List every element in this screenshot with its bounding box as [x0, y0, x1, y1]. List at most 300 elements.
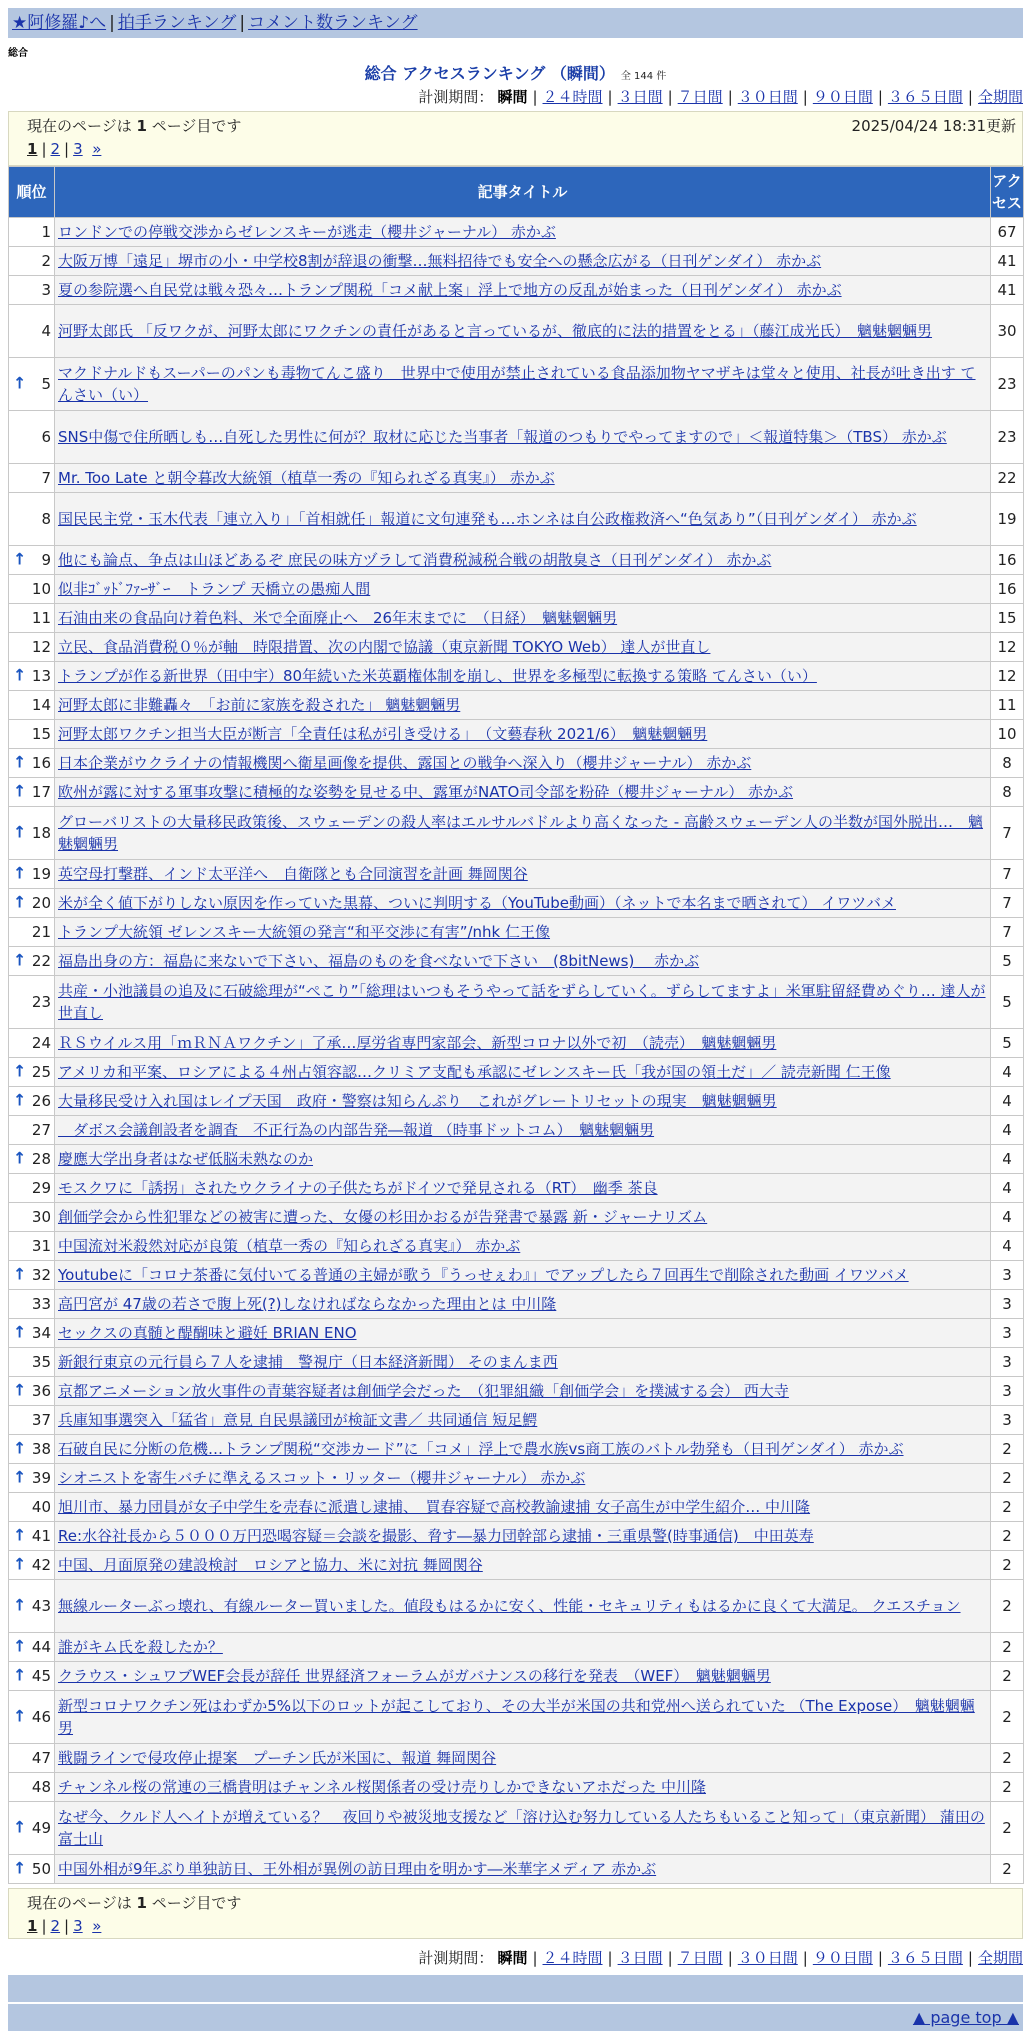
article-link[interactable]: クラウス・シュワブWEF会長が辞任 世界経済フォーラムがガバナンスの移行を発表 （WEF） 魑魅魍魎男: [58, 1667, 771, 1685]
rank-up-arrow-icon: ↑: [13, 1264, 27, 1284]
rank-up-arrow-icon: ↑: [13, 1090, 27, 1110]
access-count: 67: [991, 218, 1024, 247]
rank-number: 18: [31, 824, 51, 842]
rank-up-arrow-icon: ↑: [13, 373, 27, 393]
rank-up-arrow-icon: ↑: [13, 1438, 27, 1458]
rank-cell: [9, 1744, 55, 1773]
table-row: [9, 358, 1024, 411]
rank-number: 4: [41, 322, 51, 340]
page-title: [0, 61, 1031, 84]
title-cell: [55, 1580, 991, 1633]
article-link[interactable]: アメリカ和平案、ロシアによる４州占領容認…クリミア支配も承認にゼレンスキー氏「我が国の領土だ」／ 読売新聞 仁王像: [58, 1063, 891, 1081]
title-cell: [55, 1348, 991, 1377]
table-row: [9, 860, 1024, 889]
article-link[interactable]: 河野太郎氏 「反ワクが、河野太郎にワクチンの責任があると言っているが、徹底的に法的措置をとる」（藤江成光氏） 魑魅魍魎男: [58, 322, 933, 340]
table-row: [9, 889, 1024, 918]
table-row: [9, 720, 1024, 749]
table-row: [9, 1232, 1024, 1261]
page-info-top: [8, 111, 1023, 166]
rank-cell: [9, 1522, 55, 1551]
category-label: 総合: [8, 48, 28, 59]
title-cell: [55, 918, 991, 947]
table-row: [9, 1261, 1024, 1290]
table-row: [9, 575, 1024, 604]
rank-cell: [9, 1464, 55, 1493]
page-text-post: ページ目です: [151, 117, 242, 135]
table-row: [9, 918, 1024, 947]
period-link-3d[interactable]: ３日間: [617, 88, 663, 106]
page-top-bar: [8, 2004, 1023, 2031]
rank-number: 14: [31, 696, 51, 714]
access-count: 7: [991, 889, 1024, 918]
article-link[interactable]: 旭川市、暴力団員が女子中学生を売春に派遣し逮捕、 買春容疑で高校教諭逮捕 女子高生が中学生紹介… 中川隆: [58, 1498, 811, 1516]
access-count: 2: [991, 1522, 1024, 1551]
period-link-30d[interactable]: ３０日間: [737, 88, 798, 106]
access-count: 23: [991, 358, 1024, 411]
rank-number: 16: [31, 754, 51, 772]
page-link-2[interactable]: 2: [50, 140, 61, 158]
rank-number: 42: [31, 1556, 51, 1574]
title-cell: [55, 1377, 991, 1406]
access-count: 5: [991, 1029, 1024, 1058]
rank-up-arrow-icon: ↑: [13, 1148, 27, 1168]
access-count: 4: [991, 1087, 1024, 1116]
period-link-30d[interactable]: ３０日間: [737, 1949, 798, 1967]
table-row: [9, 1493, 1024, 1522]
page-link-2[interactable]: 2: [50, 1917, 61, 1935]
rank-up-arrow-icon: ↑: [13, 549, 27, 569]
rank-up-arrow-icon: ↑: [13, 1636, 27, 1656]
rank-cell: [9, 604, 55, 633]
title-cell: [55, 1087, 991, 1116]
rank-up-arrow-icon: ↑: [13, 822, 27, 842]
table-row: [9, 1691, 1024, 1744]
rank-cell: [9, 1633, 55, 1662]
rank-cell: [9, 1406, 55, 1435]
access-count: 4: [991, 1203, 1024, 1232]
table-row: [9, 807, 1024, 860]
period-label: 計測期間：: [418, 88, 494, 106]
rank-number: 37: [31, 1411, 51, 1429]
article-link[interactable]: 無線ルーターぶっ壊れ、有線ルーター買いました。値段もはるかに安く、性能・セキュリティもはるかに良くて大満足。 クエスチョン: [58, 1597, 961, 1615]
access-count: 2: [991, 1691, 1024, 1744]
access-count: 2: [991, 1773, 1024, 1802]
table-row: [9, 1802, 1024, 1855]
article-link[interactable]: 立民、食品消費税０％が軸 時限措置、次の内閣で協議（東京新聞 TOKYO Web） 達人が世直し: [58, 638, 711, 656]
rank-cell: [9, 493, 55, 546]
table-row: [9, 947, 1024, 976]
rank-up-arrow-icon: ↑: [13, 1322, 27, 1342]
header-rank: 順位: [9, 167, 55, 218]
next-page-link[interactable]: »: [92, 1917, 102, 1935]
title-cell: [55, 1691, 991, 1744]
header-access: アクセス: [991, 167, 1024, 218]
access-count: 2: [991, 1551, 1024, 1580]
title-cell: [55, 1493, 991, 1522]
table-row: [9, 1464, 1024, 1493]
title-cell: [55, 1633, 991, 1662]
table-row: [9, 247, 1024, 276]
rank-number: 22: [31, 952, 51, 970]
rank-number: 24: [31, 1034, 51, 1052]
table-row: [9, 1203, 1024, 1232]
access-count: 2: [991, 1464, 1024, 1493]
article-link[interactable]: 慶應大学出身者はなぜ低脳未熟なのか: [58, 1150, 314, 1168]
rank-cell: [9, 1261, 55, 1290]
title-cell: [55, 976, 991, 1029]
article-link[interactable]: 石油由来の食品向け着色料、米で全面廃止へ 26年末までに （日経） 魑魅魍魎男: [58, 609, 618, 627]
rank-cell: [9, 358, 55, 411]
title-cell: [55, 1058, 991, 1087]
table-row: [9, 1290, 1024, 1319]
period-link-365d[interactable]: ３６５日間: [887, 1949, 963, 1967]
access-count: 2: [991, 1855, 1024, 1884]
title-cell: [55, 889, 991, 918]
rank-cell: [9, 976, 55, 1029]
rank-number: 6: [41, 428, 51, 446]
article-link[interactable]: 夏の参院選へ自民党は戦々恐々…トランプ関税「コメ献上案」浮上で地方の反乱が始まった（日刊ゲンダイ） 赤かぶ: [58, 281, 842, 299]
page-1-current: 1: [27, 1917, 38, 1935]
rank-cell: [9, 691, 55, 720]
period-current: 瞬間: [497, 88, 528, 106]
period-link-7d[interactable]: ７日間: [677, 1949, 723, 1967]
title-cell: [55, 358, 991, 411]
article-link[interactable]: 河野太郎に非難轟々 「お前に家族を殺された」 魑魅魍魎男: [58, 696, 461, 714]
article-link[interactable]: 河野太郎ワクチン担当大臣が断言「全責任は私が引き受ける」 （文藝春秋 2021/6） 魑魅魍魎男: [58, 725, 708, 743]
period-link-24h[interactable]: ２４時間: [542, 1949, 603, 1967]
title-cell: [55, 720, 991, 749]
article-link[interactable]: 中国、月面原発の建設検討 ロシアと協力、米に対抗 舞岡関谷: [58, 1556, 483, 1574]
rank-cell: [9, 633, 55, 662]
table-row: [9, 1855, 1024, 1884]
table-row: [9, 493, 1024, 546]
rank-up-arrow-icon: ↑: [13, 752, 27, 772]
table-row: [9, 1744, 1024, 1773]
rank-up-arrow-icon: ↑: [13, 1380, 27, 1400]
rank-up-arrow-icon: ↑: [13, 781, 27, 801]
article-link[interactable]: 米が全く値下がりしない原因を作っていた黒幕、ついに判明する（YouTube動画）（ネットで本名まで晒されて） イワツバメ: [58, 894, 896, 912]
rank-number: 15: [31, 725, 51, 743]
period-current: 瞬間: [497, 1949, 528, 1967]
rank-up-arrow-icon: ↑: [13, 1858, 27, 1878]
table-row: [9, 218, 1024, 247]
article-link[interactable]: Re:水谷社長から５０００万円恐喝容疑＝会談を撮影、脅す―暴力団幹部ら逮捕・三重県警(時事通信) 中田英寿: [58, 1527, 814, 1545]
article-link[interactable]: グローバリストの大量移民政策後、スウェーデンの殺人率はエルサルバドルより高くなった - 高齢スウェーデン人の半数が国外脱出… 魑魅魍魎男: [58, 813, 984, 853]
rank-number: 33: [31, 1295, 51, 1313]
rank-number: 7: [41, 469, 51, 487]
rank-number: 31: [31, 1237, 51, 1255]
title-cell: [55, 1145, 991, 1174]
access-count: 2: [991, 1493, 1024, 1522]
rank-cell: [9, 411, 55, 464]
article-link[interactable]: Mr. Too Late と朝令暮改大統領（植草一秀の『知られざる真実』） 赤かぶ: [58, 469, 555, 487]
access-count: 2: [991, 1662, 1024, 1691]
access-count: 5: [991, 976, 1024, 1029]
title-cell: [55, 1744, 991, 1773]
ranking-rows: [9, 218, 1024, 1884]
period-label: 計測期間：: [418, 1949, 494, 1967]
rank-number: 19: [31, 865, 51, 883]
table-row: [9, 1116, 1024, 1145]
rank-cell: [9, 1580, 55, 1633]
access-count: 3: [991, 1319, 1024, 1348]
title-cell: [55, 247, 991, 276]
title-cell: [55, 860, 991, 889]
article-link[interactable]: 京都アニメーション放火事件の青葉容疑者は創価学会だった （犯罪組織「創価学会」を撲滅する会） 西大寺: [58, 1382, 789, 1400]
rank-cell: [9, 218, 55, 247]
article-link[interactable]: セックスの真髄と醍醐味と避妊 BRIAN ENO: [58, 1324, 357, 1342]
table-row: [9, 1377, 1024, 1406]
rank-number: 5: [41, 375, 51, 393]
title-cell: [55, 1116, 991, 1145]
rank-up-arrow-icon: ↑: [13, 863, 27, 883]
rank-cell: [9, 918, 55, 947]
rank-cell: [9, 778, 55, 807]
title-cell: [55, 1551, 991, 1580]
rank-number: 43: [31, 1597, 51, 1615]
table-row: [9, 1348, 1024, 1377]
rank-cell: [9, 1855, 55, 1884]
title-cell: [55, 1203, 991, 1232]
page-link-3[interactable]: 3: [73, 140, 83, 158]
rank-number: 46: [31, 1708, 51, 1726]
article-link[interactable]: 新銀行東京の元行員ら７人を逮捕 警視庁（日本経済新聞） そのまんま西: [58, 1353, 558, 1371]
table-row: [9, 546, 1024, 575]
title-cell: [55, 1174, 991, 1203]
rank-cell: [9, 1348, 55, 1377]
access-count: 19: [991, 493, 1024, 546]
rank-number: 36: [31, 1382, 51, 1400]
table-row: [9, 1435, 1024, 1464]
article-link[interactable]: マクドナルドもスーパーのパンも毒物てんこ盛り 世界中で使用が禁止されている食品添加物ヤマザキは堂々と使用、社長が吐き出す てんさい（い）: [58, 364, 976, 404]
rank-cell: [9, 1802, 55, 1855]
article-link[interactable]: シオニストを寄生バチに準えるスコット・リッター（櫻井ジャーナル） 赤かぶ: [58, 1469, 586, 1487]
access-count: 7: [991, 860, 1024, 889]
title-cell: [55, 691, 991, 720]
page-link-3[interactable]: 3: [73, 1917, 83, 1935]
rank-up-arrow-icon: ↑: [13, 665, 27, 685]
article-link[interactable]: 創価学会から性犯罪などの被害に遭った、女優の杉田かおるが告発書で暴露 新・ジャーナリズム: [58, 1208, 708, 1226]
rank-cell: [9, 749, 55, 778]
table-row: [9, 1551, 1024, 1580]
access-count: 16: [991, 546, 1024, 575]
rank-number: 23: [31, 993, 51, 1011]
table-row: [9, 691, 1024, 720]
access-count: 15: [991, 604, 1024, 633]
rank-number: 8: [41, 510, 51, 528]
title-cell: [55, 1855, 991, 1884]
title-cell: [55, 575, 991, 604]
rank-number: 45: [31, 1667, 51, 1685]
period-link-7d[interactable]: ７日間: [677, 88, 723, 106]
nav-link-ashura[interactable]: ★阿修羅♪へ: [12, 13, 107, 33]
rank-cell: [9, 305, 55, 358]
access-count: 7: [991, 807, 1024, 860]
article-link[interactable]: 石破自民に分断の危機…トランプ関税“交渉カード”に「コメ」浮上で農水族vs商工族のバトル勃発も（日刊ゲンダイ） 赤かぶ: [58, 1440, 904, 1458]
header-title: 記事タイトル: [55, 167, 991, 218]
article-link[interactable]: ＲＳウイルス用「ｍＲＮＡワクチン」了承…厚労省専門家部会、新型コロナ以外で初 （読売） 魑魅魍魎男: [58, 1034, 777, 1052]
period-selector-top: 計測期間： 瞬間 | ２４時間 | ３日間 | ７日間 | ３０日間 | ９０日間 | ３６５日間 | 全期間: [418, 88, 1023, 106]
access-count: 2: [991, 1580, 1024, 1633]
title-cell: [55, 633, 991, 662]
rank-cell: [9, 1691, 55, 1744]
period-link-90d[interactable]: ９０日間: [812, 1949, 873, 1967]
total-count: 全 144 件: [620, 71, 667, 82]
rank-number: 44: [31, 1638, 51, 1656]
article-link[interactable]: 大量移民受け入れ国はレイプ天国 政府・警察は知らんぷり これがグレートリセットの現実 魑魅魍魎男: [58, 1092, 777, 1110]
access-count: 2: [991, 1802, 1024, 1855]
page-top-link[interactable]: ▲ page top ▲: [912, 2008, 1019, 2027]
rank-number: 32: [31, 1266, 51, 1284]
rank-cell: [9, 1029, 55, 1058]
pagination-top: 1 | 2 | 3 »: [27, 140, 102, 158]
rank-number: 38: [31, 1440, 51, 1458]
rank-number: 34: [31, 1324, 51, 1342]
access-count: 4: [991, 1116, 1024, 1145]
article-link[interactable]: 中国流対米殺然対応が良策（植草一秀の『知られざる真実』） 赤かぶ: [58, 1237, 521, 1255]
period-link-3d[interactable]: ３日間: [617, 1949, 663, 1967]
title-cell: [55, 604, 991, 633]
article-link[interactable]: 日本企業がウクライナの情報機関へ衛星画像を提供、露国との戦争へ深入り（櫻井ジャーナル） 赤かぶ: [58, 754, 752, 772]
period-link-all[interactable]: 全期間: [977, 1949, 1023, 1967]
access-count: 10: [991, 720, 1024, 749]
title-cell: [55, 305, 991, 358]
access-count: 23: [991, 411, 1024, 464]
access-count: 3: [991, 1290, 1024, 1319]
rank-cell: [9, 1773, 55, 1802]
article-link[interactable]: 欧州が露に対する軍事攻撃に積極的な姿勢を見せる中、露軍がNATO司令部を粉砕（櫻井ジャーナル） 赤かぶ: [58, 783, 794, 801]
table-row: [9, 1087, 1024, 1116]
article-link[interactable]: 共産・小池議員の追及に石破総理が“ぺこり”「総理はいつもそうやって話をずらしていく。ずらしてますよ」米軍駐留経費めぐり… 達人が世直し: [58, 982, 986, 1022]
article-link[interactable]: 中国外相が9年ぶり単独訪日、王外相が異例の訪日理由を明かす―米華字メディア 赤かぶ: [58, 1860, 657, 1878]
article-link[interactable]: 他にも論点、争点は山ほどあるぞ 庶民の味方ヅラして消費税減税合戦の胡散臭さ（日刊ゲンダイ） 赤かぶ: [58, 551, 772, 569]
title-cell: [55, 778, 991, 807]
article-link[interactable]: SNS中傷で住所晒しも…自死した男性に何が？取材に応じた当事者「報道のつもりでやってますので」＜報道特集＞（TBS） 赤かぶ: [58, 428, 947, 446]
access-count: 8: [991, 778, 1024, 807]
rank-cell: [9, 889, 55, 918]
article-link[interactable]: 新型コロナワクチン死はわずか5%以下のロットが起こしており、その大半が米国の共和党州へ送られていた （The Expose） 魑魅魍魎男: [58, 1697, 975, 1737]
article-link[interactable]: 似非ｺﾞｯﾄﾞﾌｧｰｻﾞｰ トランプ 天橋立の愚痴人間: [58, 580, 371, 598]
article-link[interactable]: 大阪万博「遠足」堺市の小・中学校8割が辞退の衝撃…無料招待でも安全への懸念広がる（日刊ゲンダイ） 赤かぶ: [58, 252, 822, 270]
rank-number: 1: [41, 223, 51, 241]
table-row: [9, 1633, 1024, 1662]
article-link[interactable]: トランプが作る新世界（田中宇）80年続いた米英覇権体制を崩し、世界を多極型に転換する策略 てんさい（い）: [58, 667, 817, 685]
title-cell: [55, 1261, 991, 1290]
access-count: 11: [991, 691, 1024, 720]
nav-link-applause-ranking[interactable]: 拍手ランキング: [117, 13, 237, 33]
article-link[interactable]: ダボス会議創設者を調査 不正行為の内部告発―報道 （時事ドットコム） 魑魅魍魎男: [58, 1121, 655, 1139]
page-info-bottom: [8, 1888, 1023, 1939]
next-page-link[interactable]: »: [92, 140, 102, 158]
rank-number: 48: [31, 1778, 51, 1796]
article-link[interactable]: ロンドンでの停戦交渉からゼレンスキーが逃走（櫻井ジャーナル） 赤かぶ: [58, 223, 556, 241]
rank-cell: [9, 1493, 55, 1522]
rank-cell: [9, 1116, 55, 1145]
period-link-90d[interactable]: ９０日間: [812, 88, 873, 106]
footer-bar: [8, 1975, 1023, 2002]
rank-up-arrow-icon: ↑: [13, 1817, 27, 1837]
period-link-365d[interactable]: ３６５日間: [887, 88, 963, 106]
table-row: [9, 1662, 1024, 1691]
article-link[interactable]: Youtubeに「コロナ茶番に気付いてる普通の主婦が歌う『うっせぇわ』」でアップしたら７回再生で削除された動画 イワツバメ: [58, 1266, 909, 1284]
access-count: 16: [991, 575, 1024, 604]
ranking-table: [8, 166, 1024, 1884]
rank-number: 40: [31, 1498, 51, 1516]
article-link[interactable]: 誰がキム氏を殺したか？: [58, 1638, 223, 1656]
nav-separator: |: [239, 13, 246, 33]
nav-link-comment-ranking[interactable]: コメント数ランキング: [248, 13, 418, 33]
table-row: [9, 662, 1024, 691]
period-selector-bottom: 計測期間： 瞬間 | ２４時間 | ３日間 | ７日間 | ３０日間 | ９０日間 | ３６５日間 | 全期間: [418, 1949, 1023, 1967]
table-row: [9, 778, 1024, 807]
table-row: [9, 1580, 1024, 1633]
access-count: 3: [991, 1348, 1024, 1377]
access-count: 3: [991, 1406, 1024, 1435]
table-row: [9, 305, 1024, 358]
rank-number: 30: [31, 1208, 51, 1226]
rank-up-arrow-icon: ↑: [13, 892, 27, 912]
title-cell: [55, 1406, 991, 1435]
article-link[interactable]: 福島出身の方：福島に来ないで下さい、福島のものを食べないで下さい (8bitNews) 赤かぶ: [58, 952, 700, 970]
page-1-current: 1: [27, 140, 38, 158]
rank-cell: [9, 546, 55, 575]
rank-cell: [9, 1145, 55, 1174]
title-cell: [55, 1232, 991, 1261]
title-cell: [55, 276, 991, 305]
title-cell: [55, 1773, 991, 1802]
rank-cell: [9, 464, 55, 493]
article-link[interactable]: 国民民主党・玉木代表「連立入り」「首相就任」報道に文句連発も…ホンネは自公政権救済へ“色気あり”（日刊ゲンダイ） 赤かぶ: [58, 510, 917, 528]
access-count: 12: [991, 633, 1024, 662]
article-link[interactable]: 高円宮が 47歳の若さで腹上死(?)しなければならなかった理由とは 中川隆: [58, 1295, 557, 1313]
article-link[interactable]: 戦闘ラインで侵攻停止提案 プーチン氏が米国に、報道 舞岡関谷: [58, 1749, 497, 1767]
pagination-bottom: 1 | 2 | 3 »: [27, 1917, 102, 1935]
period-link-all[interactable]: 全期間: [977, 88, 1023, 106]
article-link[interactable]: トランプ大統領 ゼレンスキー大統領の発言“和平交渉に有害”/nhk 仁王像: [58, 923, 551, 941]
period-link-24h[interactable]: ２４時間: [542, 88, 603, 106]
rank-number: 9: [41, 551, 51, 569]
rank-cell: [9, 1232, 55, 1261]
title-cell: [55, 1435, 991, 1464]
rank-up-arrow-icon: ↑: [13, 950, 27, 970]
rank-number: 13: [31, 667, 51, 685]
article-link[interactable]: 英空母打撃群、インド太平洋へ 自衛隊とも合同演習を計画 舞岡関谷: [58, 865, 528, 883]
title-cell: [55, 1522, 991, 1551]
rank-number: 49: [31, 1819, 51, 1837]
article-link[interactable]: モスクワに「誘拐」されたウクライナの子供たちがドイツで発見される（RT） 幽季 茶良: [58, 1179, 658, 1197]
nav-separator: |: [109, 13, 115, 33]
rank-cell: [9, 947, 55, 976]
title-cell: [55, 1662, 991, 1691]
access-count: 3: [991, 1377, 1024, 1406]
rank-cell: [9, 807, 55, 860]
rank-cell: [9, 860, 55, 889]
table-row: [9, 604, 1024, 633]
rank-number: 29: [31, 1179, 51, 1197]
rank-cell: [9, 1662, 55, 1691]
rank-up-arrow-icon: ↑: [13, 1061, 27, 1081]
rank-number: 10: [31, 580, 51, 598]
article-link[interactable]: なぜ今、クルド人ヘイトが増えている？ 夜回りや被災地支援など「溶け込む努力している人たちもいること知って」（東京新聞） 蒲田の富士山: [58, 1808, 985, 1848]
article-link[interactable]: チャンネル桜の常連の三橋貴明はチャンネル桜関係者の受け売りしかできないアホだった 中川隆: [58, 1778, 706, 1796]
table-row: [9, 749, 1024, 778]
access-count: 8: [991, 749, 1024, 778]
title-cell: [55, 493, 991, 546]
rank-cell: [9, 247, 55, 276]
title-cell: [55, 1802, 991, 1855]
rank-cell: [9, 1203, 55, 1232]
article-link[interactable]: 兵庫知事選突入「猛省」意見 自民県議団が検証文書／ 共同通信 短足鰐: [58, 1411, 538, 1429]
